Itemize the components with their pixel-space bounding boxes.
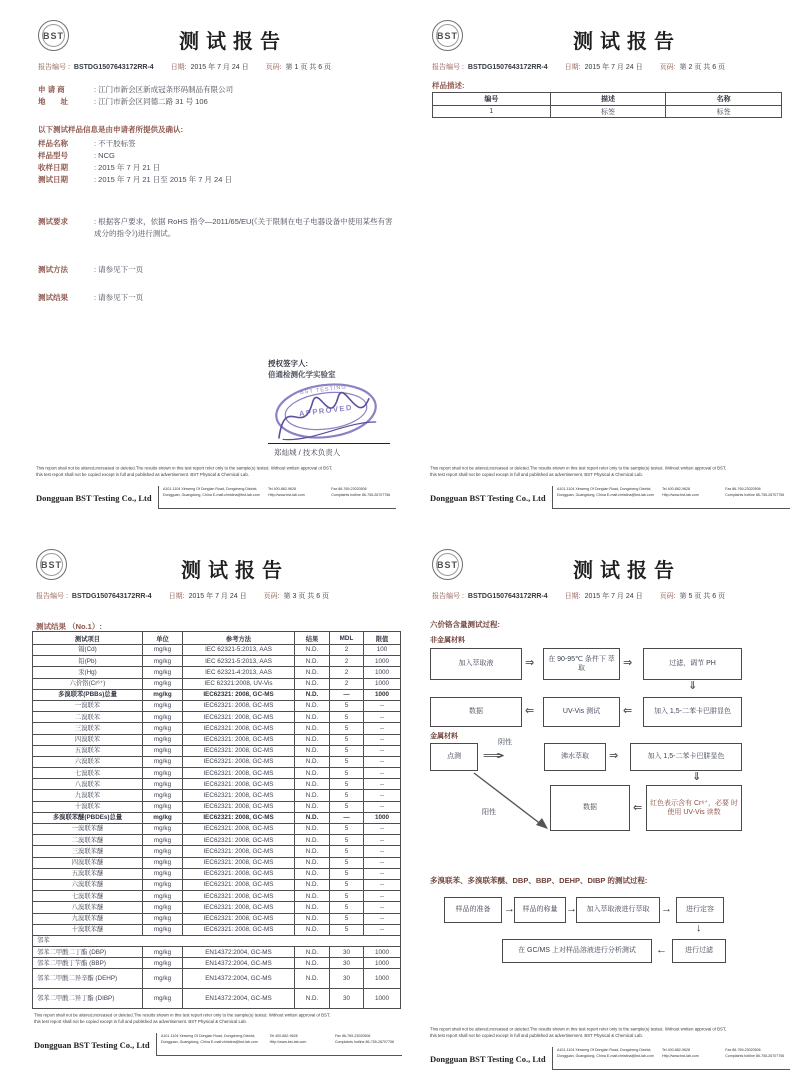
result-row — [38, 292, 394, 304]
applicant-row — [38, 84, 394, 96]
flow-box-add-extract: 加入萃取液 — [430, 648, 522, 680]
table-row: 七溴联苯 mg/kg IEC62321: 2008, GC-MS N.D. 5 -- — [33, 768, 401, 779]
footer-disclaimer: This report shall not be altered,increased or deleted.The results shown in this test report refer only to the sample(s) tested. Without written approval of BST, this test report shall not be copied except in full and published as advertisement. BST Physical & Chemical Lab. — [36, 466, 333, 478]
sample-desc-table — [432, 92, 782, 118]
report-no-value: BSTDG1507643172RR-4 — [73, 64, 154, 71]
address-label: 地 址 — [38, 97, 68, 106]
table-row: 一溴联苯 mg/kg IEC62321: 2008, GC-MS N.D. 5 -- — [33, 700, 401, 711]
table-row: 十溴联苯醚 mg/kg IEC62321: 2008, GC-MS N.D. 5 -- — [33, 924, 401, 935]
col-result: 结果 — [295, 632, 330, 645]
table-header-row — [433, 93, 782, 106]
page-title: 测试报告 — [573, 560, 681, 582]
arrow-right-icon — [661, 904, 672, 915]
result-label: 测试结果 — [38, 293, 68, 302]
positive-diagonal-arrow-icon — [464, 767, 560, 839]
col-mdl: MDL — [330, 632, 364, 645]
page-no-value: 第 5 页 共 6 页 — [679, 593, 726, 600]
date-value: 2015 年 7 月 24 日 — [190, 64, 249, 71]
report-meta — [38, 62, 396, 72]
arrow-right-icon — [525, 658, 534, 669]
report-page-5 — [424, 545, 790, 1077]
table-row: 五溴联苯醚 mg/kg IEC62321: 2008, GC-MS N.D. 5 -- — [33, 868, 401, 879]
table-row: 十溴联苯 mg/kg IEC62321: 2008, GC-MS N.D. 5 -- — [33, 801, 401, 812]
page-title: 测试报告 — [181, 560, 289, 582]
company-address-block: A101-1104 Xinweng Of Donglan Road, Dongcheng District, Tel 400-882-9628 Fax 86-769-23020506 Dongguan, Guangdong, China E-mail:christina@bst-lab.com Http://www.bst-lab.com Complaints hotline 86-755-26707756 — [158, 486, 396, 509]
page-footer — [34, 1013, 402, 1056]
flow-box-spot-test: 点测 — [430, 743, 478, 771]
flow-box-red-note: 红色表示含有 Cr⁶⁺，必要 时使用 UV-Vis 读数 — [646, 785, 742, 831]
stamp-arc-text: BST TESTING — [299, 384, 348, 396]
sample-model-value: : NCG — [94, 151, 115, 160]
report-page-3 — [28, 545, 402, 1057]
applicant-value: : 江门市新会区新成冠条形码制品有限公司 — [94, 85, 234, 94]
table-row: 六溴联苯 mg/kg IEC62321: 2008, GC-MS N.D. 5 -- — [33, 756, 401, 767]
company-name: Dongguan BST Testing Co., Ltd — [36, 492, 152, 503]
confirm-note: 以下测试样品信息是由申请者所提供及确认: — [38, 125, 183, 134]
test-date-row — [38, 174, 394, 186]
address-row — [38, 96, 394, 108]
nonmetal-label: 非金属材料 — [430, 637, 465, 644]
page-footer — [430, 1027, 790, 1070]
col-id: 编号 — [433, 93, 551, 106]
sample-model-row — [38, 150, 394, 162]
flow1-title: 六价铬含量测试过程: — [430, 620, 500, 629]
report-no-label: 报告编号 : — [36, 593, 68, 600]
table-row: 七溴联苯醚 mg/kg IEC62321: 2008, GC-MS N.D. 5 -- — [33, 891, 401, 902]
table-row: 1 标签 标签 — [433, 106, 782, 118]
flow-box-color2: 加入 1,5-二苯卡巴肼显色 — [630, 743, 742, 771]
table-row: 邻苯二甲酸二异丁酯 (DIBP) mg/kg EN14372:2004, GC-MS N.D. 30 1000 — [33, 989, 401, 1009]
arrow-left-icon — [623, 706, 632, 717]
date-label: 日期: — [168, 593, 185, 600]
page-label: 页码: — [265, 64, 282, 71]
arrow-down-icon — [688, 681, 697, 692]
flow-box-filter2: 进行过滤 — [672, 939, 726, 963]
report-meta — [432, 62, 790, 72]
table-row: 六溴联苯醚 mg/kg IEC62321: 2008, GC-MS N.D. 5 -- — [33, 879, 401, 890]
col-desc: 描述 — [550, 93, 666, 106]
page-no-value: 第 3 页 共 6 页 — [283, 593, 330, 600]
sample-desc-label: 样品描述: — [432, 81, 465, 90]
applicant-label: 申 请 商 — [38, 85, 65, 94]
table-row: 五溴联苯 mg/kg IEC62321: 2008, GC-MS N.D. 5 -- — [33, 745, 401, 756]
arrow-down-icon — [692, 772, 701, 783]
table-row: 镉(Cd) mg/kg IEC 62321-5:2013, AAS N.D. 2 100 — [33, 645, 401, 656]
flow-box-weigh: 样品的称量 — [514, 897, 566, 923]
company-address-block: A101-1104 Xinweng Of Donglan Road, Dongcheng District, Tel 400-882-9628 Fax 86-769-23020506 Dongguan, Guangdong, China E-mail:christina@bst-lab.com Http://www.bst-lab.com Complaints hotline 86-755-26707756 — [552, 486, 790, 509]
flow2-title: 多溴联苯、多溴联苯醚、DBP、BBP、DEHP、DIBP 的测试过程: — [430, 876, 648, 885]
arrow-left-icon — [656, 945, 667, 956]
table-row: 一溴联苯醚 mg/kg IEC62321: 2008, GC-MS N.D. 5 -- — [33, 824, 401, 835]
flow-box-volume: 进行定容 — [676, 897, 724, 923]
test-date-value: : 2015 年 7 月 21 日至 2015 年 7 月 24 日 — [94, 175, 232, 184]
signature-line — [268, 443, 390, 444]
authorized-signer-label: 授权签字人: — [268, 359, 308, 368]
result-value: : 请参见下一页 — [94, 293, 144, 302]
stamp-word-text: APPROVED — [298, 402, 354, 419]
bst-logo-icon — [38, 20, 69, 51]
logo-text: BST — [43, 30, 64, 41]
sample-name-label: 样品名称 — [38, 139, 68, 148]
footer-disclaimer: This report shall not be altered,increased or deleted.The results shown in this test report refer only to the sample(s) tested. Without written approval of BST, this test report shall not be copied except in full and published as advertisement. BST Physical & Chemical Lab. — [430, 466, 727, 478]
page-footer — [430, 466, 790, 509]
arrow-left-icon — [525, 706, 534, 717]
requirement-value: : 根据客户要求，依据 RoHS 指令—2011/65/EU(《关于限制在电子电器设备中使用某些有害成分的指令》)进行测试。 — [94, 217, 393, 238]
bst-logo-icon: BST — [432, 549, 463, 580]
arrow-right-icon — [609, 751, 618, 762]
table-section-row: 邻苯 — [33, 935, 401, 946]
report-page-1 — [30, 16, 396, 531]
flow-box-gcms: 在 GC/MS 上对样品溶液进行分析测试 — [502, 939, 652, 963]
page-label: 页码: — [263, 593, 280, 600]
report-no-label: 报告编号 : — [432, 593, 464, 600]
report-no-value: BSTDG1507643172RR-4 — [467, 593, 548, 600]
page-label: 页码: — [659, 593, 676, 600]
page-title: 测试报告 — [179, 31, 287, 53]
date-value: 2015 年 7 月 24 日 — [188, 593, 247, 600]
requirement-label: 测试要求 — [38, 217, 68, 226]
flow-box-filter-ph: 过滤，调节 PH — [643, 648, 742, 680]
col-method: 参考方法 — [183, 632, 295, 645]
table-row: 多溴联苯醚(PBDEs)总量 mg/kg IEC62321: 2008, GC-MS N.D. — 1000 — [33, 812, 401, 823]
flow-box-boil-extract: 沸水萃取 — [544, 743, 606, 771]
approved-stamp-icon — [267, 373, 386, 448]
arrow-left-icon — [633, 803, 642, 814]
flow-box-prep: 样品的准备 — [444, 897, 502, 923]
table-row: 邻苯二甲酸二丁酯 (DBP) mg/kg EN14372:2004, GC-MS N.D. 30 1000 — [33, 947, 401, 958]
company-name: Dongguan BST Testing Co., Ltd — [34, 1039, 150, 1050]
positive-label: 阳性 — [482, 809, 496, 816]
report-no-label: 报告编号 : — [38, 64, 70, 71]
company-name: Dongguan BST Testing Co., Ltd — [430, 1053, 546, 1064]
table-row: 二溴联苯 mg/kg IEC62321: 2008, GC-MS N.D. 5 -- — [33, 712, 401, 723]
table-row: 九溴联苯醚 mg/kg IEC62321: 2008, GC-MS N.D. 5 -- — [33, 913, 401, 924]
bst-logo-icon: BST — [36, 549, 67, 580]
page-no-value: 第 1 页 共 6 页 — [285, 64, 332, 71]
flow-box-extract2: 加入萃取液进行萃取 — [576, 897, 660, 923]
table-row: 八溴联苯醚 mg/kg IEC62321: 2008, GC-MS N.D. 5 -- — [33, 902, 401, 913]
table-row: 三溴联苯 mg/kg IEC62321: 2008, GC-MS N.D. 5 -- — [33, 723, 401, 734]
bst-logo-icon: BST — [432, 20, 463, 51]
address-value: : 江门市新会区同德二路 31 号 106 — [94, 97, 208, 106]
table-row: 邻苯二甲酸二异辛酯 (DEHP) mg/kg EN14372:2004, GC-MS N.D. 30 1000 — [33, 969, 401, 989]
arrow-down-icon — [696, 923, 702, 934]
company-address-block: A101-1104 Xinweng Of Donglan Road, Dongcheng District, Tel 400-882-9628 Fax 86-769-23020506 Dongguan, Guangdong, China E-mail:christina@bst-lab.com Http://www.bst-lab.com Complaints hotline 86-755-26707756 — [156, 1033, 402, 1056]
page-no-value: 第 2 页 共 6 页 — [679, 64, 726, 71]
table-row: 汞(Hg) mg/kg IEC 62321-4:2013, AAS N.D. 2 1000 — [33, 667, 401, 678]
method-label: 测试方法 — [38, 265, 68, 274]
date-value: 2015 年 7 月 24 日 — [584, 593, 643, 600]
flow-box-data2: 数据 — [550, 785, 630, 831]
table-row: 八溴联苯 mg/kg IEC62321: 2008, GC-MS N.D. 5 -- — [33, 779, 401, 790]
date-value: 2015 年 7 月 24 日 — [584, 64, 643, 71]
table-row: 多溴联苯(PBBs)总量 mg/kg IEC62321: 2008, GC-MS N.D. — 1000 — [33, 689, 401, 700]
report-meta — [36, 591, 402, 601]
sample-name-value: : 不干胶标签 — [94, 139, 136, 148]
report-no-value: BSTDG1507643172RR-4 — [467, 64, 548, 71]
receive-date-row — [38, 162, 394, 174]
date-label: 日期: — [564, 64, 581, 71]
results-table — [32, 631, 401, 1009]
flow-box-uvvis: UV-Vis 测试 — [543, 697, 620, 727]
page-title: 测试报告 — [573, 31, 681, 53]
table-row: 四溴联苯醚 mg/kg IEC62321: 2008, GC-MS N.D. 5 -- — [33, 857, 401, 868]
table-row: 九溴联苯 mg/kg IEC62321: 2008, GC-MS N.D. 5 -- — [33, 790, 401, 801]
results-label: 测试结果 （No.1）: — [36, 622, 102, 631]
report-no-value: BSTDG1507643172RR-4 — [71, 593, 152, 600]
method-value: : 请参见下一页 — [94, 265, 144, 274]
arrow-right-long-icon — [482, 751, 505, 762]
report-no-label: 报告编号 : — [432, 64, 464, 71]
footer-disclaimer: This report shall not be altered,increased or deleted.The results shown in this test report refer only to the sample(s) tested. Without written approval of BST, this test report shall not be copied except in full and published as advertisement. BST Physical & Chemical Lab. — [430, 1027, 727, 1039]
sample-model-label: 样品型号 — [38, 151, 68, 160]
report-meta — [432, 591, 790, 601]
flow-box-color1: 加入 1,5-二苯卡巴肼显色 — [643, 697, 742, 727]
requirement-row — [38, 216, 394, 239]
company-name: Dongguan BST Testing Co., Ltd — [430, 492, 546, 503]
flow-box-extract-cond: 在 90-95℃ 条件下 萃取 — [543, 648, 620, 680]
flow-box-data1: 数据 — [430, 697, 522, 727]
receive-date-label: 收样日期 — [38, 163, 68, 172]
company-address-block: A101-1104 Xinweng Of Donglan Road, Dongcheng District, Tel 400-882-9628 Fax 86-769-23020506 Dongguan, Guangdong, China E-mail:christina@bst-lab.com Http://www.bst-lab.com Complaints hotline 86-755-26707756 — [552, 1047, 790, 1070]
footer-disclaimer: This report shall not be altered,increased or deleted.The results shown in this test report refer only to the sample(s) tested. Without written approval of BST, this test report shall not be copied except in full and published as advertisement. BST Physical & Chemical Lab. — [34, 1013, 331, 1025]
table-row: 铅(Pb) mg/kg IEC 62321-5:2013, AAS N.D. 2 1000 — [33, 656, 401, 667]
col-name: 名称 — [666, 93, 782, 106]
table-row: 六价铬(Cr⁶⁺) mg/kg IEC 62321:2008, UV-Vis N.D. 2 1000 — [33, 678, 401, 689]
table-row: 二溴联苯醚 mg/kg IEC62321: 2008, GC-MS N.D. 5 -- — [33, 835, 401, 846]
method-row — [38, 264, 394, 276]
signer-lab-name: 倍通检测化学实验室 — [268, 370, 336, 379]
sample-name-row — [38, 138, 394, 150]
signer-name: 郑灿城 / 技术负责人 — [274, 448, 341, 457]
table-row: 邻苯二甲酸丁苄酯 (BBP) mg/kg EN14372:2004, GC-MS N.D. 30 1000 — [33, 958, 401, 969]
receive-date-value: : 2015 年 7 月 21 日 — [94, 163, 161, 172]
table-row: 三溴联苯醚 mg/kg IEC62321: 2008, GC-MS N.D. 5 -- — [33, 846, 401, 857]
test-date-label: 测试日期 — [38, 175, 68, 184]
results-table-body — [33, 645, 401, 1009]
table-header-row — [33, 632, 401, 645]
page-label: 页码: — [659, 64, 676, 71]
report-page-2 — [424, 16, 790, 531]
date-label: 日期: — [564, 593, 581, 600]
page-footer — [36, 466, 396, 509]
negative-label: 阴性 — [498, 739, 512, 746]
col-limit: 限值 — [364, 632, 401, 645]
arrow-right-icon — [623, 658, 632, 669]
col-item: 测试项目 — [33, 632, 143, 645]
metal-label: 金属材料 — [430, 733, 458, 740]
date-label: 日期: — [170, 64, 187, 71]
col-unit: 单位 — [143, 632, 183, 645]
table-row: 四溴联苯 mg/kg IEC62321: 2008, GC-MS N.D. 5 -- — [33, 734, 401, 745]
